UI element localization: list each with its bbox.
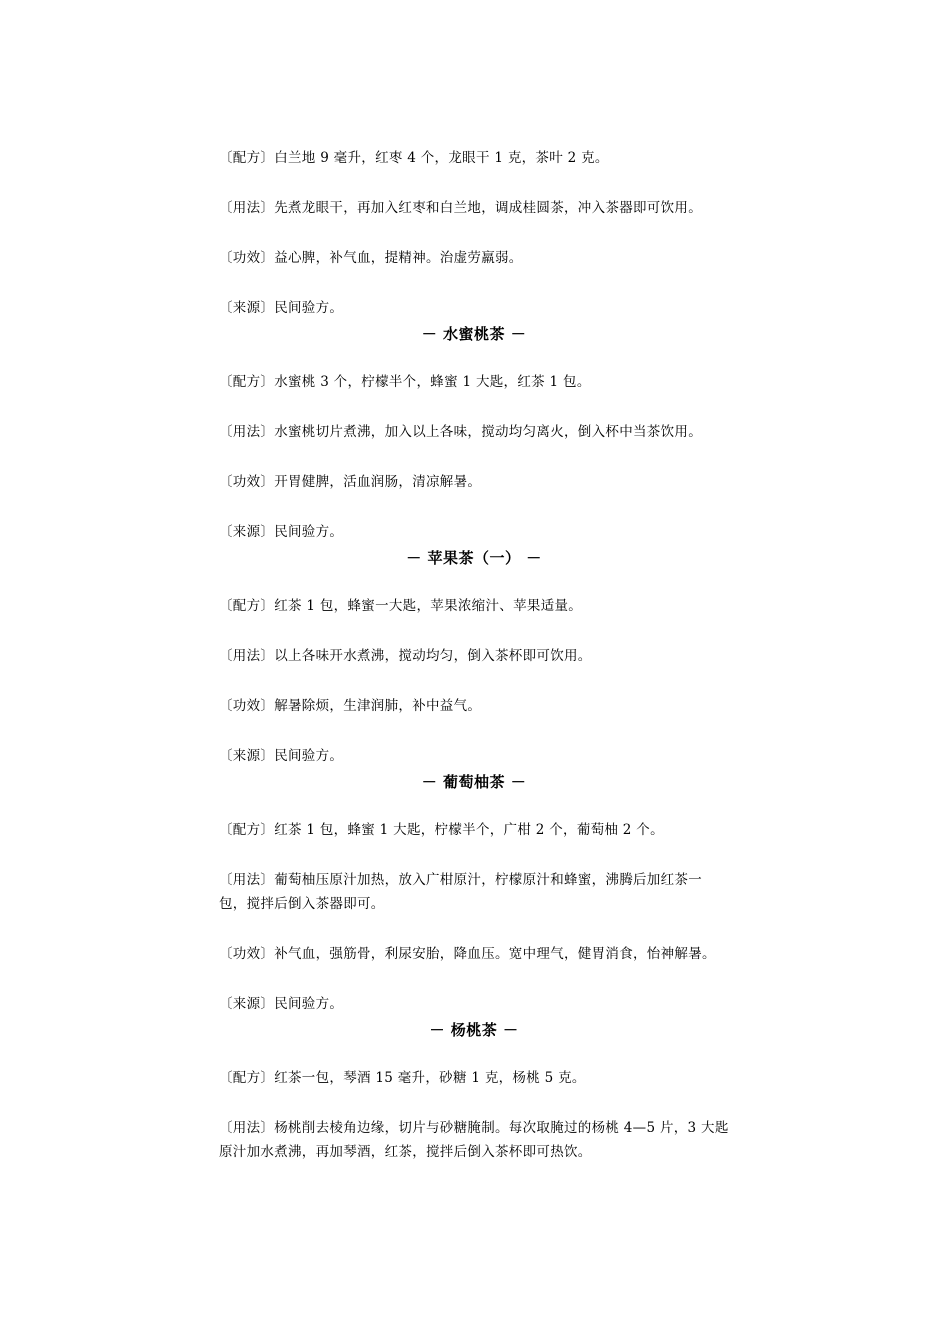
section-grapefruit-tea [219, 770, 729, 1016]
recipe-usage: 〔用法〕先煮龙眼干，再加入红枣和白兰地，调成桂圆茶，冲入茶器即可饮用。 [219, 200, 702, 216]
document-page [219, 146, 729, 1164]
recipe-formula: 〔配方〕红茶 1 包，蜂蜜一大匙，苹果浓缩汁、苹果适量。 [219, 598, 583, 614]
section-title: － 葡萄柚茶 － [421, 773, 527, 791]
recipe-source: 〔来源〕民间验方。 [219, 748, 344, 764]
recipe-formula: 〔配方〕白兰地 9 毫升，红枣 4 个，龙眼干 1 克，茶叶 2 克。 [219, 150, 609, 166]
recipe-effect: 〔功效〕补气血，强筋骨，利尿安胎，降血压。宽中理气，健胃消食，怡神解暑。 [219, 946, 716, 962]
section-peach-tea [219, 322, 729, 544]
recipe-formula: 〔配方〕红茶一包，琴酒 15 毫升，砂糖 1 克，杨桃 5 克。 [219, 1070, 586, 1086]
recipe-effect: 〔功效〕益心脾，补气血，提精神。治虚劳羸弱。 [219, 250, 523, 266]
recipe-source: 〔来源〕民间验方。 [219, 300, 344, 316]
section-title: － 杨桃茶 － [429, 1021, 519, 1039]
recipe-effect: 〔功效〕解暑除烦，生津润肺，补中益气。 [219, 698, 482, 714]
recipe-source: 〔来源〕民间验方。 [219, 524, 344, 540]
recipe-formula: 〔配方〕红茶 1 包，蜂蜜 1 大匙，柠檬半个，广柑 2 个，葡萄柚 2 个。 [219, 822, 664, 838]
section-title: － 苹果茶（一） － [406, 549, 542, 567]
recipe-source: 〔来源〕民间验方。 [219, 996, 344, 1012]
recipe-usage: 〔用法〕以上各味开水煮沸，搅动均匀，倒入茶杯即可饮用。 [219, 648, 592, 664]
section-guiyuan-tea [219, 146, 729, 320]
recipe-usage: 〔用法〕杨桃削去棱角边缘，切片与砂糖腌制。每次取腌过的杨桃 4—5 片，3 大匙原汁加水煮沸，再加琴酒，红茶，搅拌后倒入茶杯即可热饮。 [219, 1120, 729, 1160]
section-apple-tea [219, 546, 729, 768]
recipe-effect: 〔功效〕开胃健脾，活血润肠，清凉解暑。 [219, 474, 482, 490]
section-starfruit-tea [219, 1018, 729, 1164]
section-title: － 水蜜桃茶 － [421, 325, 527, 343]
recipe-usage: 〔用法〕水蜜桃切片煮沸，加入以上各味，搅动均匀离火，倒入杯中当茶饮用。 [219, 424, 702, 440]
recipe-formula: 〔配方〕水蜜桃 3 个，柠檬半个，蜂蜜 1 大匙，红茶 1 包。 [219, 374, 591, 390]
recipe-usage: 〔用法〕葡萄柚压原汁加热，放入广柑原汁，柠檬原汁和蜂蜜，沸腾后加红茶一包，搅拌后倒入茶器即可。 [219, 872, 702, 912]
